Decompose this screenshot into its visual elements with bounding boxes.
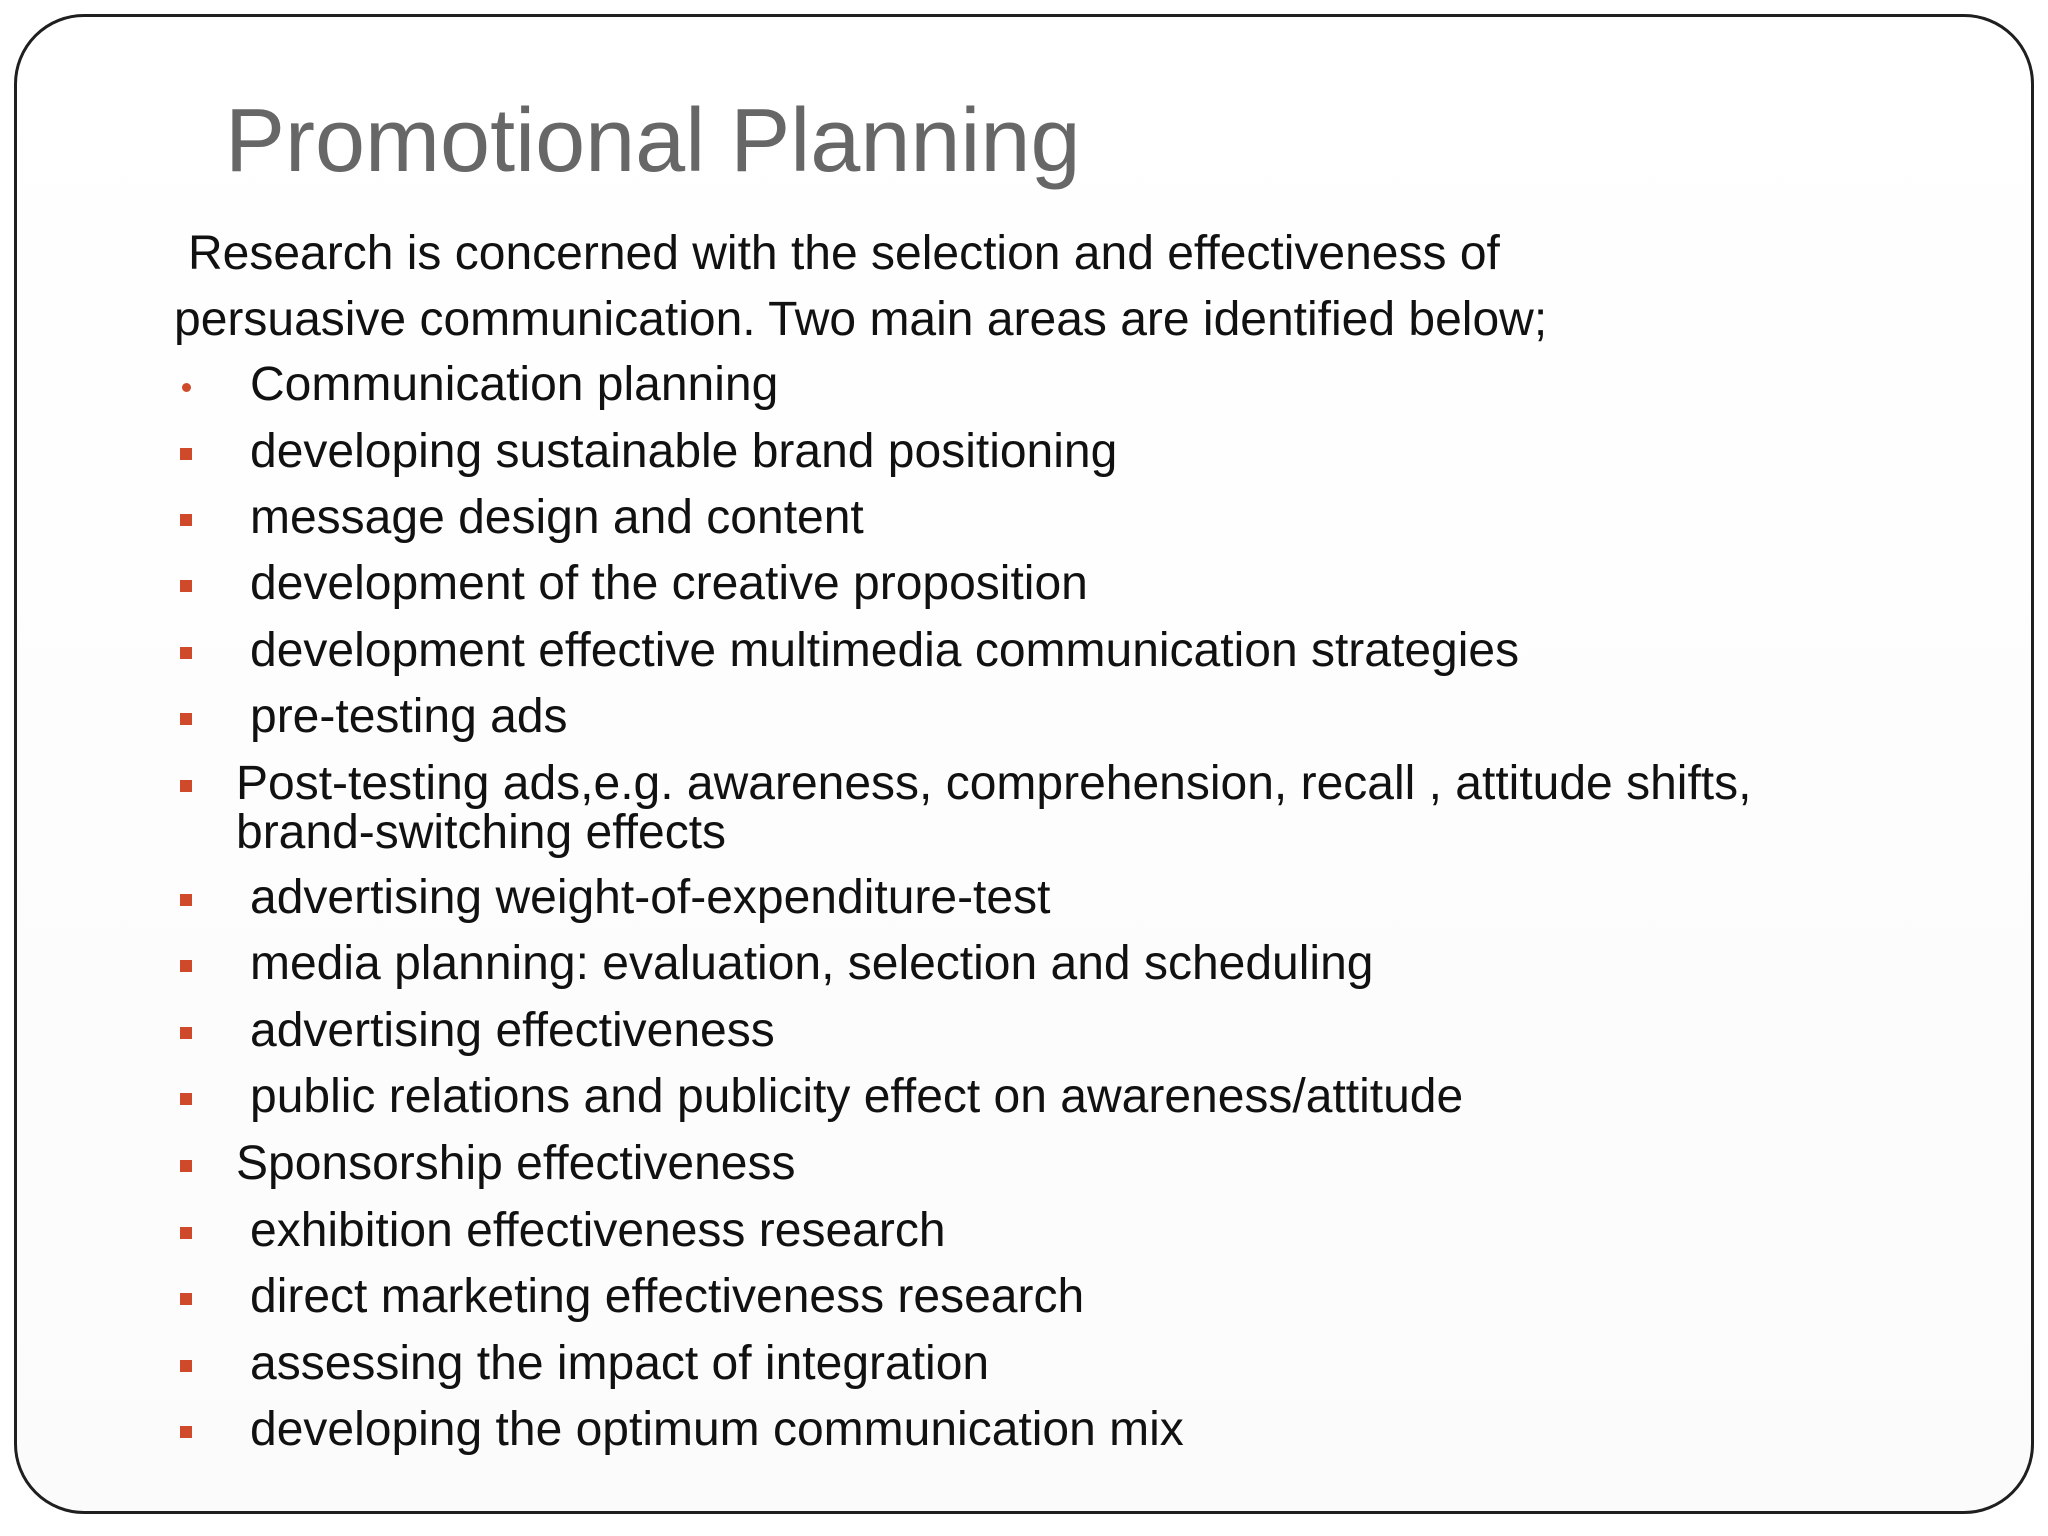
square-bullet-icon xyxy=(180,514,192,526)
round-bullet-icon xyxy=(182,383,191,392)
bullet-text: public relations and publicity effect on awareness/attitude xyxy=(250,1070,1464,1123)
bullet-text: Communication planning xyxy=(250,358,779,411)
square-bullet-icon xyxy=(180,448,192,460)
square-bullet-icon xyxy=(180,1293,192,1305)
slide-title: Promotional Planning xyxy=(225,91,1081,191)
square-bullet-icon xyxy=(180,1027,192,1039)
square-bullet-icon xyxy=(180,960,192,972)
bullet-text: exhibition effectiveness research xyxy=(250,1204,946,1257)
square-bullet-icon xyxy=(180,713,192,725)
square-bullet-icon xyxy=(180,1426,192,1438)
square-bullet-icon xyxy=(180,894,192,906)
bullet-text: message design and content xyxy=(250,491,864,544)
square-bullet-icon xyxy=(180,1227,192,1239)
square-bullet-icon xyxy=(180,1093,192,1105)
intro-line-2: persuasive communication. Two main areas are identified below; xyxy=(174,293,1548,346)
square-bullet-icon xyxy=(180,580,192,592)
bullet-text: Sponsorship effectiveness xyxy=(236,1137,796,1190)
bullet-text: direct marketing effectiveness research xyxy=(250,1270,1085,1323)
square-bullet-icon xyxy=(180,1360,192,1372)
intro-line-1: Research is concerned with the selection and effectiveness of xyxy=(188,227,1500,280)
bullet-text-continuation: brand-switching effects xyxy=(236,806,727,859)
bullet-text: pre-testing ads xyxy=(250,690,568,743)
bullet-text: advertising effectiveness xyxy=(250,1004,775,1057)
bullet-text: media planning: evaluation, selection and scheduling xyxy=(250,937,1374,990)
bullet-text: development effective multimedia communication strategies xyxy=(250,624,1520,677)
square-bullet-icon xyxy=(180,647,192,659)
bullet-text: development of the creative proposition xyxy=(250,557,1088,610)
bullet-text: developing the optimum communication mix xyxy=(250,1403,1184,1456)
square-bullet-icon xyxy=(180,1160,192,1172)
bullet-text: assessing the impact of integration xyxy=(250,1337,990,1390)
bullet-text: developing sustainable brand positioning xyxy=(250,425,1118,478)
bullet-text: Post-testing ads,e.g. awareness, comprehension, recall , attitude shifts, xyxy=(236,757,1752,810)
bullet-text: advertising weight-of-expenditure-test xyxy=(250,871,1051,924)
square-bullet-icon xyxy=(180,780,192,792)
